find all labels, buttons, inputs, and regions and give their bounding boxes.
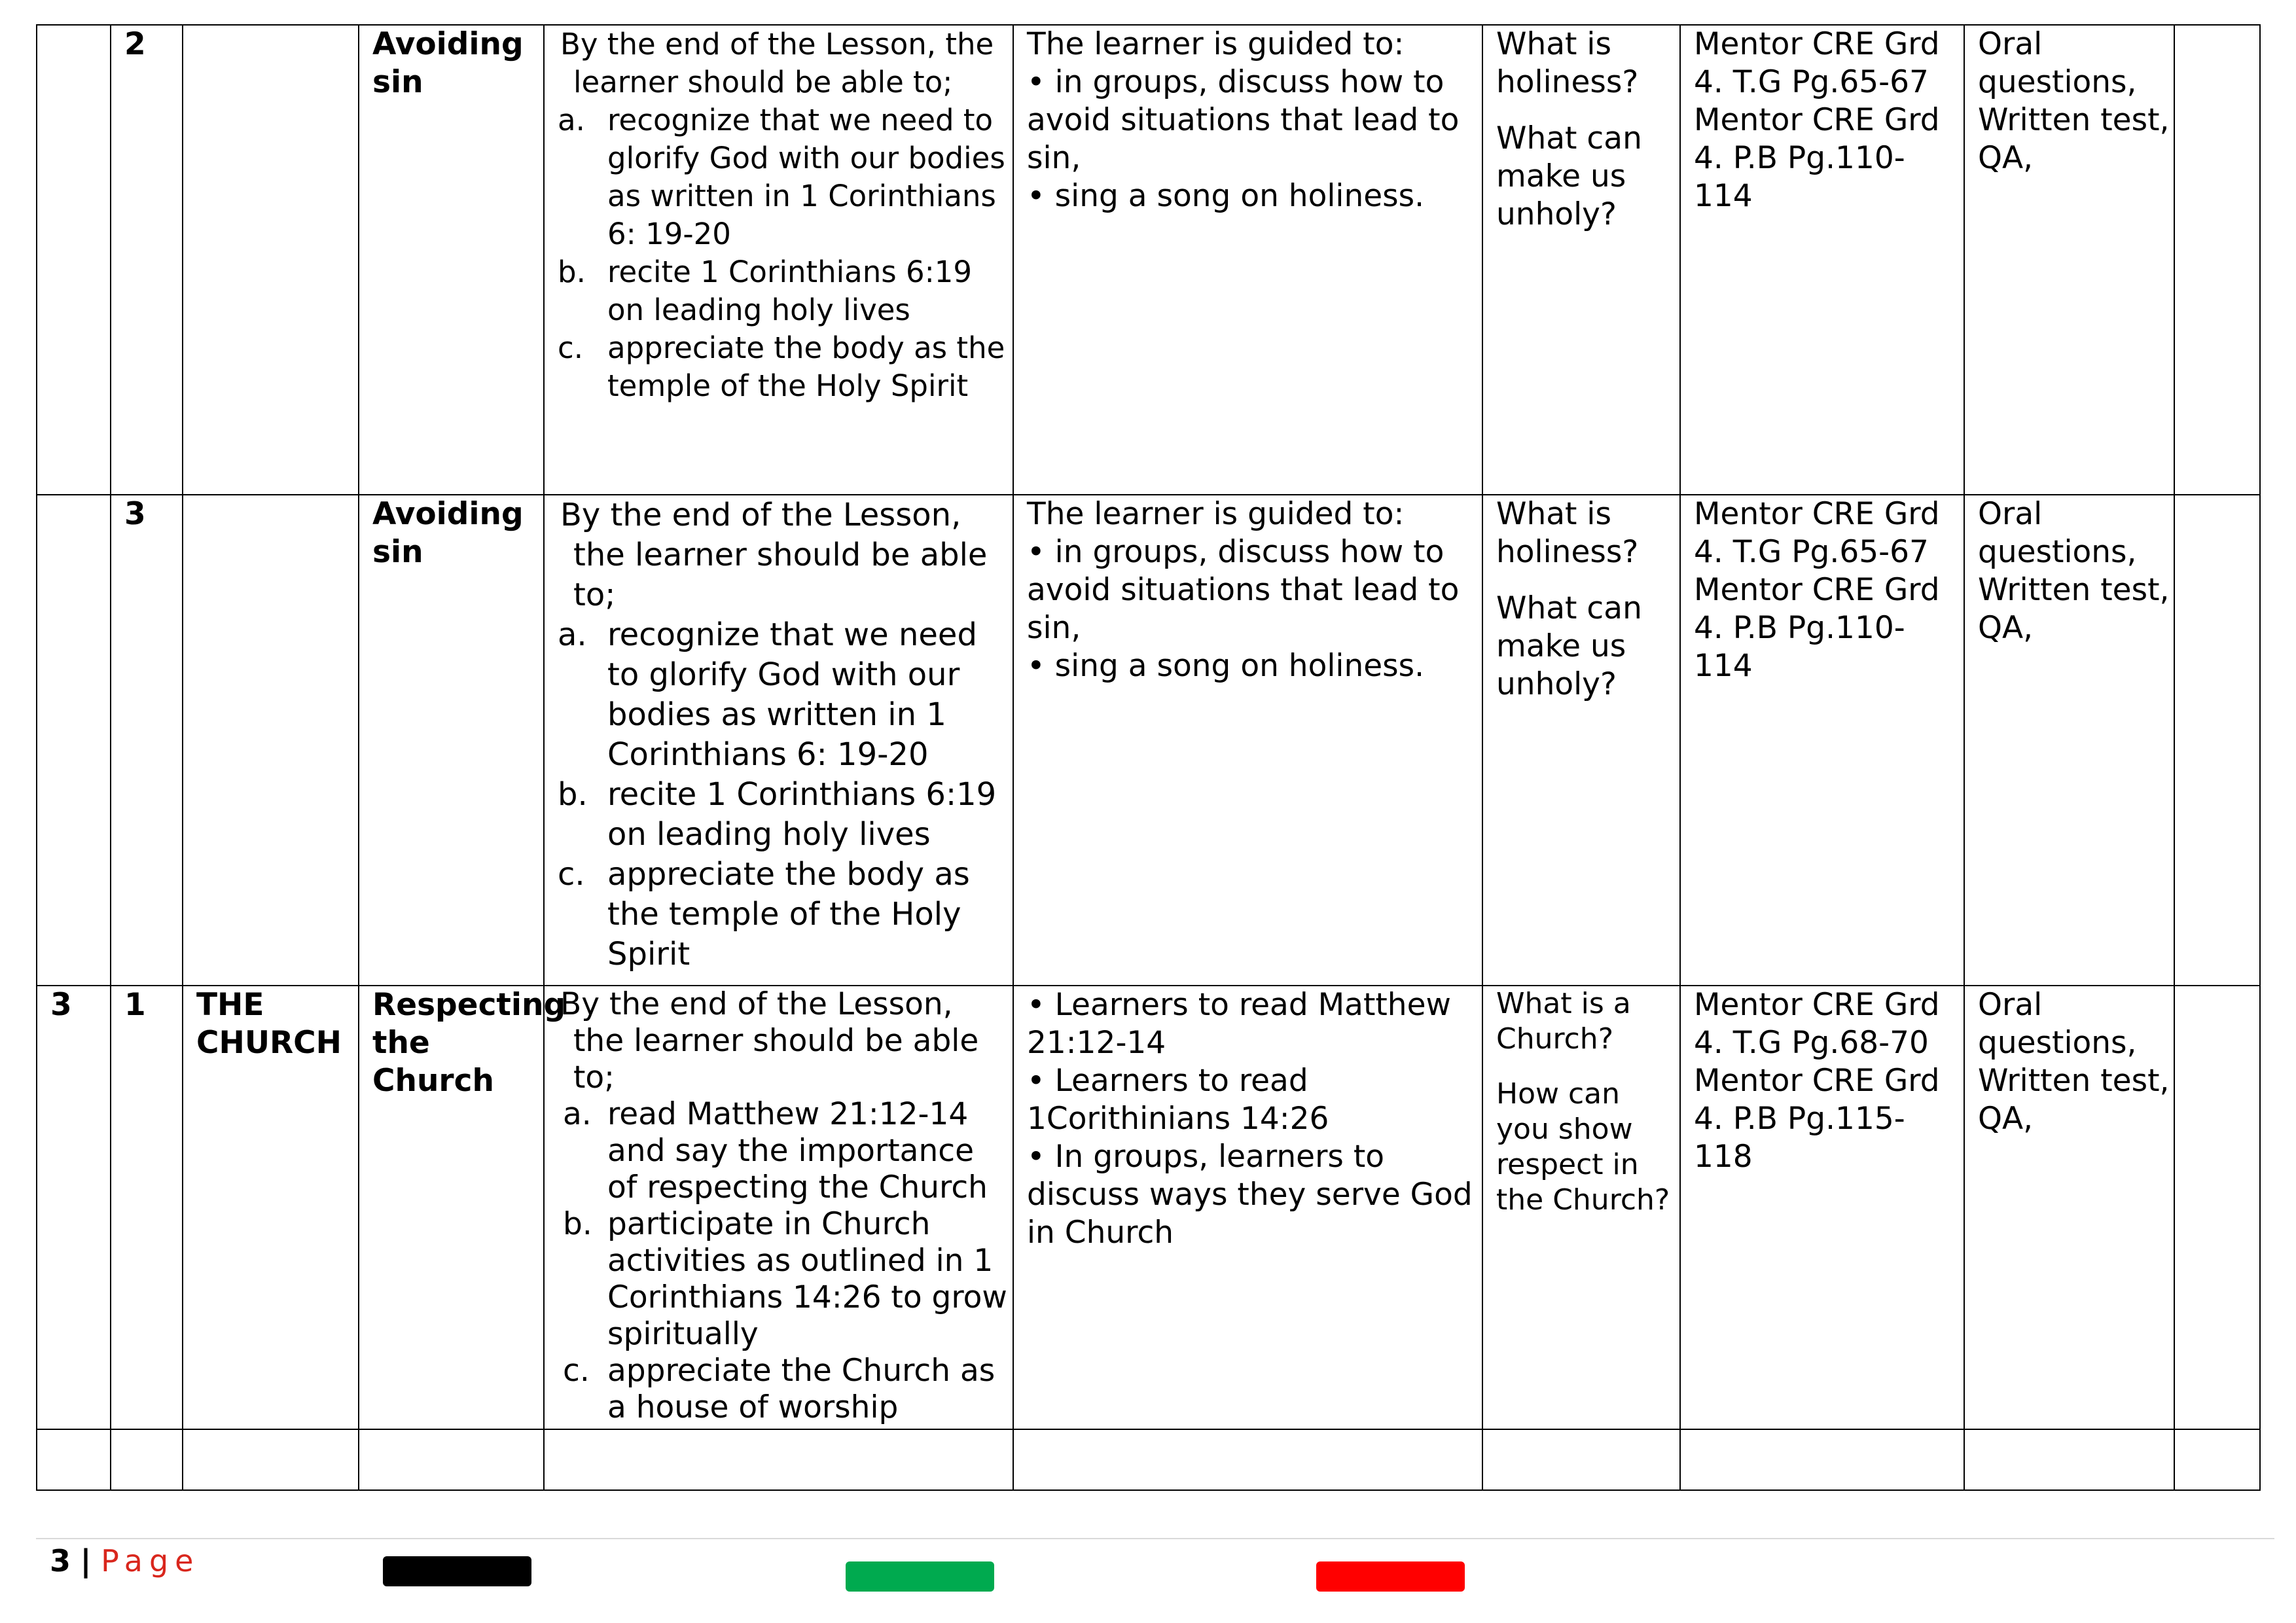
outcome-marker: a. <box>563 1096 592 1132</box>
inquiry-question: What is holiness? <box>1496 26 1639 100</box>
empty-cell <box>111 1429 183 1490</box>
experience-line: • Learners to read Matthew 21:12-14 <box>1027 987 1451 1061</box>
assessment-cell: Oral questions, Written test, QA, <box>1964 25 2174 495</box>
lesson-cell: 2 <box>111 25 183 495</box>
strand-cell <box>183 495 359 986</box>
week-cell <box>37 25 111 495</box>
outcome-marker: a. <box>558 616 587 653</box>
learning-experiences-cell <box>1013 986 1482 1429</box>
table-row <box>37 25 2260 495</box>
lesson-cell: 1 <box>111 986 183 1429</box>
outcome-intro: By the end of the Lesson, the learner should be able to; <box>560 27 994 99</box>
outcome-text: recite 1 Corinthians 6:19 on leading holy lives <box>607 255 973 327</box>
inquiry-question: What can make us unholy? <box>1496 590 1642 702</box>
remarks-cell <box>2174 986 2260 1429</box>
inquiry-question-cell <box>1482 25 1680 495</box>
empty-cell <box>1013 1429 1482 1490</box>
footer-separator: | <box>80 1543 92 1578</box>
footer-green-bar <box>846 1561 994 1592</box>
empty-cell <box>183 1429 359 1490</box>
scheme-of-work-table <box>36 24 2261 1491</box>
inquiry-question: What can make us unholy? <box>1496 120 1642 232</box>
table-row <box>37 986 2260 1429</box>
assessment-cell: Oral questions, Written test, QA, <box>1964 986 2174 1429</box>
strand-cell: THE CHURCH <box>183 986 359 1429</box>
sub-strand-cell: Avoiding sin <box>359 495 544 986</box>
page-number: 3 <box>50 1543 71 1578</box>
experience-line: • In groups, learners to discuss ways they serve God in Church <box>1027 1139 1473 1251</box>
table-row <box>37 495 2260 986</box>
inquiry-question: What is a Church? <box>1496 987 1631 1056</box>
empty-cell <box>1680 1429 1964 1490</box>
empty-cell <box>2174 1429 2260 1490</box>
inquiry-question: What is holiness? <box>1496 496 1639 570</box>
outcome-marker: b. <box>558 776 588 813</box>
remarks-cell <box>2174 495 2260 986</box>
outcome-item <box>558 1206 1013 1353</box>
experience-line: • in groups, discuss how to avoid situations that lead to sin, <box>1027 64 1460 176</box>
lesson-cell: 3 <box>111 495 183 986</box>
footer-red-bar <box>1316 1561 1465 1592</box>
resources-cell: Mentor CRE Grd 4. T.G Pg.65-67 Mentor CRE Grd 4. P.B Pg.110-114 <box>1680 495 1964 986</box>
outcome-item <box>558 101 1013 253</box>
footer-black-bar <box>383 1556 531 1586</box>
inquiry-question-cell <box>1482 986 1680 1429</box>
outcome-marker: b. <box>563 1206 592 1242</box>
outcome-item <box>558 615 1013 775</box>
outcome-text: appreciate the Church as a house of worship <box>607 1353 996 1425</box>
outcome-text: recognize that we need to glorify God with our bodies as written in 1 Corinthians 6: 19-20 <box>607 103 1005 251</box>
inquiry-question-cell <box>1482 495 1680 986</box>
outcome-marker: c. <box>563 1353 590 1389</box>
week-cell: 3 <box>37 986 111 1429</box>
experience-line: • sing a song on holiness. <box>1027 648 1425 684</box>
experience-line: The learner is guided to: <box>1027 26 1405 62</box>
outcome-text: recite 1 Corinthians 6:19 on leading holy lives <box>607 776 997 853</box>
outcome-item <box>558 253 1013 329</box>
sub-strand-cell: Avoiding sin <box>359 25 544 495</box>
outcome-intro: By the end of the Lesson, the learner should be able to; <box>560 986 979 1096</box>
learning-outcomes-cell <box>544 986 1013 1429</box>
outcome-text: appreciate the body as the temple of the Holy Spirit <box>607 330 1005 403</box>
table-row-empty <box>37 1429 2260 1490</box>
resources-cell: Mentor CRE Grd 4. T.G Pg.68-70 Mentor CRE Grd 4. P.B Pg.115-118 <box>1680 986 1964 1429</box>
remarks-cell <box>2174 25 2260 495</box>
outcome-text: participate in Church activities as outlined in 1 Corinthians 14:26 to grow spiritually <box>607 1206 1007 1352</box>
experience-line: The learner is guided to: <box>1027 496 1405 532</box>
empty-cell <box>1482 1429 1680 1490</box>
sub-strand-cell: Respecting the Church <box>359 986 544 1429</box>
inquiry-question: How can you show respect in the Church? <box>1496 1077 1670 1217</box>
empty-cell <box>544 1429 1013 1490</box>
learning-experiences-cell <box>1013 495 1482 986</box>
footer-divider <box>36 1538 2274 1539</box>
empty-cell <box>37 1429 111 1490</box>
outcome-text: read Matthew 21:12-14 and say the importance of respecting the Church <box>607 1096 988 1205</box>
outcome-text: appreciate the body as the temple of the Holy Spirit <box>607 856 970 972</box>
empty-cell <box>1964 1429 2174 1490</box>
experience-line: • in groups, discuss how to avoid situations that lead to sin, <box>1027 534 1460 646</box>
experience-line: • sing a song on holiness. <box>1027 178 1425 214</box>
outcome-marker: c. <box>558 330 584 365</box>
learning-experiences-cell <box>1013 25 1482 495</box>
outcome-marker: c. <box>558 856 585 893</box>
outcome-intro: By the end of the Lesson, the learner should be able to; <box>560 497 988 613</box>
week-cell <box>37 495 111 986</box>
outcome-item <box>558 1096 1013 1206</box>
learning-outcomes-cell <box>544 25 1013 495</box>
page-footer <box>50 1541 200 1580</box>
outcome-item <box>558 1353 1013 1426</box>
experience-line: • Learners to read 1Corithinians 14:26 <box>1027 1063 1329 1137</box>
outcome-item <box>558 775 1013 855</box>
page-label: Page <box>101 1543 200 1578</box>
outcome-item <box>558 855 1013 974</box>
outcome-marker: b. <box>558 255 586 289</box>
outcome-item <box>558 329 1013 405</box>
assessment-cell: Oral questions, Written test, QA, <box>1964 495 2174 986</box>
resources-cell: Mentor CRE Grd 4. T.G Pg.65-67 Mentor CRE Grd 4. P.B Pg.110-114 <box>1680 25 1964 495</box>
empty-cell <box>359 1429 544 1490</box>
strand-cell <box>183 25 359 495</box>
outcome-text: recognize that we need to glorify God with our bodies as written in 1 Corinthians 6: 19-20 <box>607 616 977 773</box>
outcome-marker: a. <box>558 103 585 137</box>
learning-outcomes-cell <box>544 495 1013 986</box>
